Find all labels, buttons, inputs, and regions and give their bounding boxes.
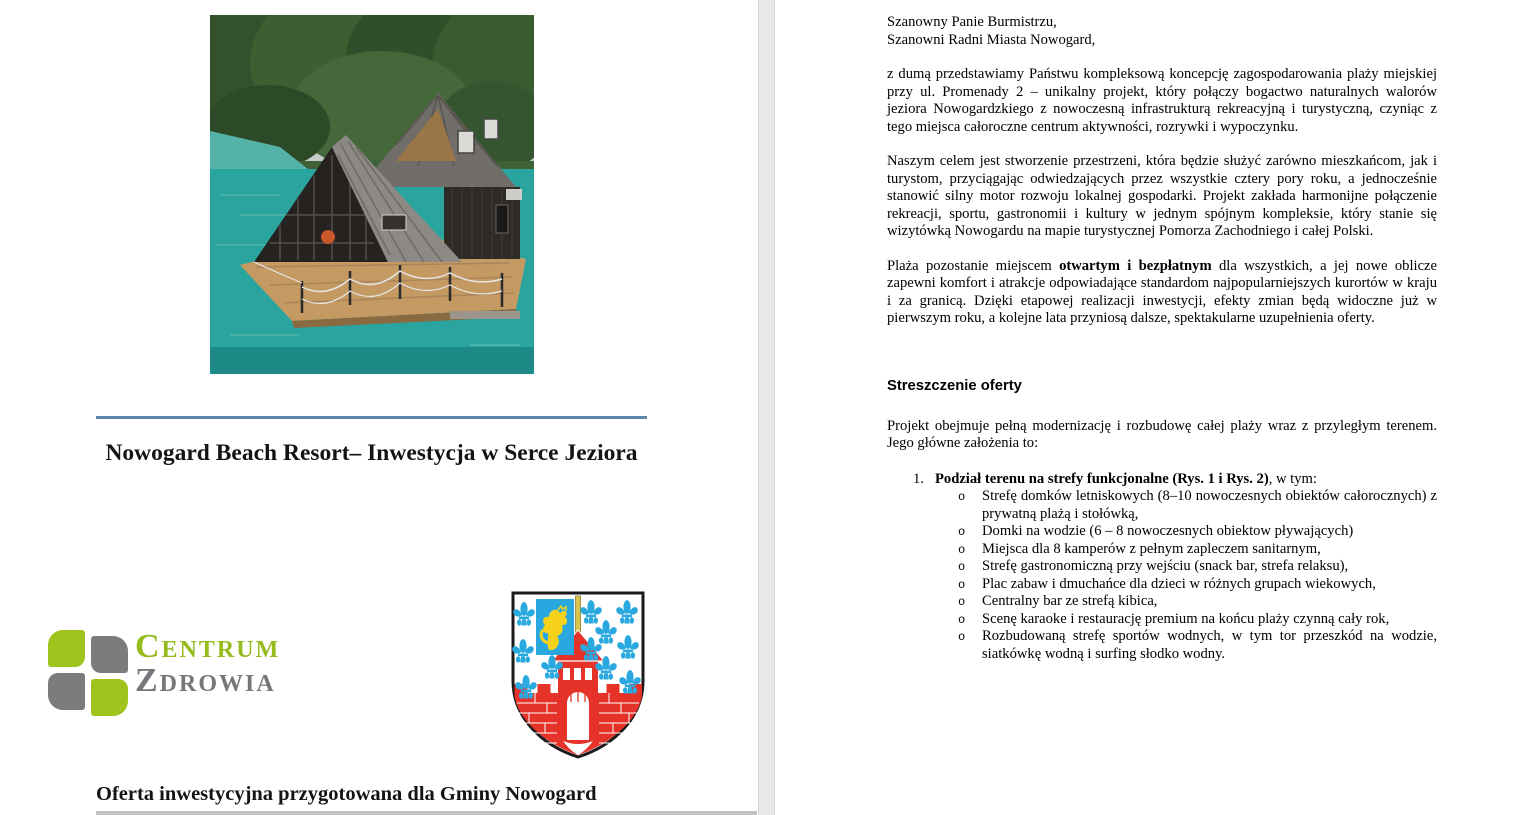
list-item: [887, 523, 1437, 541]
logo-square-green-icon: [91, 679, 128, 716]
logo-word-centrum: Centrum: [135, 628, 281, 665]
list-item-rest: , w tym:: [1268, 470, 1317, 487]
circle-bullet-marker: o: [958, 560, 966, 574]
horizontal-rule: [96, 416, 647, 419]
salutation-line: Szanowni Radni Miasta Nowogard,: [887, 31, 1096, 48]
cover-page: [0, 0, 759, 815]
circle-bullet-marker: o: [958, 525, 966, 539]
list-item-bold: Podział terenu na strefy funkcjonalne (Rys. 1 i Rys. 2): [935, 470, 1269, 487]
salutation-line: Szanowny Panie Burmistrzu,: [887, 14, 1057, 30]
list-number: 1.: [913, 470, 924, 487]
letter-page: [774, 0, 1531, 815]
section-heading: Streszczenie oferty: [887, 377, 1022, 394]
bullet-text: Plac zabaw i dmuchańce dla dzieci w różnych grupach wiekowych,: [982, 575, 1376, 592]
next-page-content-edge: [96, 811, 757, 815]
paragraph-intro-offer: z dumą przedstawiamy Państwu kompleksową koncepcję zagospodarowania plaży miejskiej przy ul. Promenady 2 – unikalny projekt, który połączy bogactwo naturalnych walorów jeziora Nowogardzkiego z nowoczesną infrastrukturą rekreacyjną i turystyczną, czyniąc z tego miejsca całoroczne centrum aktywności, rozrywki i wypoczynku.: [887, 66, 1437, 135]
list-item: [887, 576, 1437, 594]
bullet-text: Domki na wodzie (6 – 8 nowoczesnych obiektow pływających): [982, 523, 1354, 539]
logo-square-green-icon: [48, 630, 85, 667]
lake-cabin-photo: [210, 15, 534, 374]
summary-intro: Projekt obejmuje pełną modernizację i rozbudowę całej plaży wraz z przyległym terenem. Jego główne założenia to:: [887, 417, 1437, 451]
cover-title: Nowogard Beach Resort– Inwestycja w Serce Jeziora: [105, 440, 638, 466]
paragraph-goal: Naszym celem jest stworzenie przestrzeni, która będzie służyć zarówno mieszkańcom, jak i turystom, przyciągając odwiedzających przez wszystkie cztery pory roku, a jednocześnie stanowić silny motor rozwoju lokalnej gospodarki. Projekt zakłada harmonijne połączenie rekreacji, sportu, gastronomii i kultury w jednym spójnym kompleksie, który stanie się wizytówką Nowogardu na mapie turystycznej Pomorza Zachodniego i całej Polski.: [887, 153, 1437, 239]
logo-text: [135, 628, 280, 699]
bullet-text: Strefę gastronomiczną przy wejściu (snack bar, strefa relaksu),: [982, 558, 1349, 574]
bullet-text: Strefę domków letniskowych (8–10 nowoczesnych obiektów całorocznych) z prywatną plażą i stołówką,: [982, 488, 1437, 522]
bullet-text: Rozbudowaną strefę sportów wodnych, w tym tor przeszkód na wodzie, siatkówkę wodną i surfing słodko wodny.: [982, 628, 1437, 662]
circle-bullet-marker: o: [958, 577, 966, 592]
circle-bullet-marker: o: [958, 595, 966, 609]
bullet-text: Scenę karaoke i restaurację premium na końcu plaży czynną cały rok,: [982, 610, 1390, 627]
logo-word-zdrowia: Zdrowia: [135, 662, 276, 699]
centrum-zdrowia-logo: [48, 630, 318, 714]
list-item: [887, 628, 1437, 663]
list-item: [887, 558, 1437, 576]
nowogard-coat-of-arms: [505, 588, 651, 763]
bullet-text: Centralny bar ze strefą kibica,: [982, 593, 1158, 609]
circle-bullet-marker: o: [958, 630, 966, 644]
paragraph-text: dla wszystkich, a jej nowe oblicze zapewni komfort i atrakcje odpowiadające standardom najpopularniejszych kurortów w kraju i za granicą. Dzięki etapowej realizacji inwestycji, efekty zmian będą widoczne już w pierwszym roku, a kolejne lata przyniosą dalsze, spektakularne uzupełnienia oferty.: [887, 257, 1438, 326]
bullet-text: Miejsca dla 8 kamperów z pełnym zapleczem sanitarnym,: [982, 540, 1321, 557]
logo-square-gray-icon: [91, 636, 128, 673]
circle-bullet-marker: o: [958, 542, 966, 557]
circle-bullet-marker: o: [958, 490, 966, 504]
cover-footer-text: Oferta inwestycyjna przygotowana dla Gminy Nowogard: [96, 783, 597, 805]
paragraph-open-free: [887, 258, 1437, 328]
list-item: [887, 541, 1437, 559]
list-item: [887, 488, 1437, 523]
paragraph-text: Plaża pozostanie miejscem: [887, 257, 1060, 274]
numbered-list-item: [887, 471, 1437, 489]
letter-body: [887, 14, 1437, 663]
circle-bullet-marker: o: [958, 612, 966, 627]
bold-phrase: otwartym i bezpłatnym: [1059, 257, 1212, 274]
list-item: [887, 611, 1437, 629]
list-item: [887, 593, 1437, 611]
logo-square-gray-icon: [48, 673, 85, 710]
